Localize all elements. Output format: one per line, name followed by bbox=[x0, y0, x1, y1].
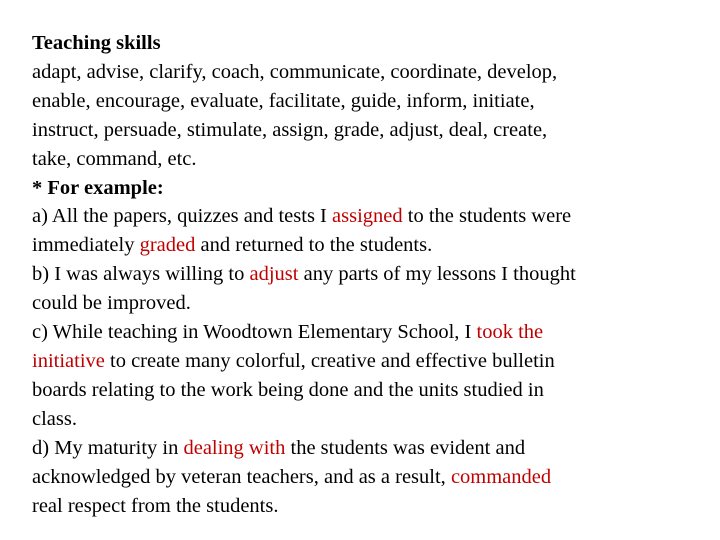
example-c-text: c) While teaching in Woodtown Elementary School, I bbox=[32, 321, 477, 344]
example-a-line-2 bbox=[32, 231, 692, 260]
example-b-text: any parts of my lessons I thought bbox=[298, 263, 576, 286]
slide-text-block bbox=[32, 29, 692, 520]
example-b-line-2: could be improved. bbox=[32, 292, 191, 315]
example-a-text: and returned to the students. bbox=[195, 234, 433, 257]
highlight-adjust: adjust bbox=[249, 263, 299, 286]
example-c-line-4: class. bbox=[32, 407, 77, 430]
highlight-took-the: took the bbox=[476, 321, 544, 344]
example-c-text: to create many colorful, creative and effective bulletin bbox=[104, 349, 555, 372]
example-a-text: a) All the papers, quizzes and tests I bbox=[32, 205, 333, 228]
highlight-commanded: commanded bbox=[450, 465, 552, 488]
highlight-graded: graded bbox=[139, 234, 196, 257]
example-d-line-1 bbox=[32, 434, 692, 463]
example-heading: * For example: bbox=[32, 176, 164, 199]
highlight-dealing-with: dealing with bbox=[183, 436, 286, 459]
example-a-line-1 bbox=[32, 202, 692, 231]
example-c-line-3: boards relating to the work being done and the units studied in bbox=[32, 378, 544, 401]
example-a-text: to the students were bbox=[402, 205, 572, 228]
example-d-text: the students was evident and bbox=[285, 436, 526, 459]
highlight-assigned: assigned bbox=[332, 205, 403, 228]
page-title: Teaching skills bbox=[32, 32, 161, 54]
skills-line-4: take, command, etc. bbox=[32, 147, 197, 170]
example-c-line-1 bbox=[32, 318, 692, 347]
example-d-line-3: real respect from the students. bbox=[32, 494, 279, 517]
skills-line-3: instruct, persuade, stimulate, assign, grade, adjust, deal, create, bbox=[32, 118, 548, 141]
example-d-line-2 bbox=[32, 463, 692, 492]
skills-line-1: adapt, advise, clarify, coach, communicate, coordinate, develop, bbox=[32, 60, 558, 83]
example-a-text: immediately bbox=[32, 234, 140, 257]
example-b-text: b) I was always willing to bbox=[32, 263, 250, 286]
example-d-text: acknowledged by veteran teachers, and as a result, bbox=[32, 465, 451, 488]
skills-line-2: enable, encourage, evaluate, facilitate, guide, inform, initiate, bbox=[32, 89, 535, 112]
example-c-line-2 bbox=[32, 347, 692, 376]
example-b-line-1 bbox=[32, 260, 692, 289]
example-d-text: d) My maturity in bbox=[32, 436, 184, 459]
highlight-initiative: initiative bbox=[32, 349, 105, 372]
